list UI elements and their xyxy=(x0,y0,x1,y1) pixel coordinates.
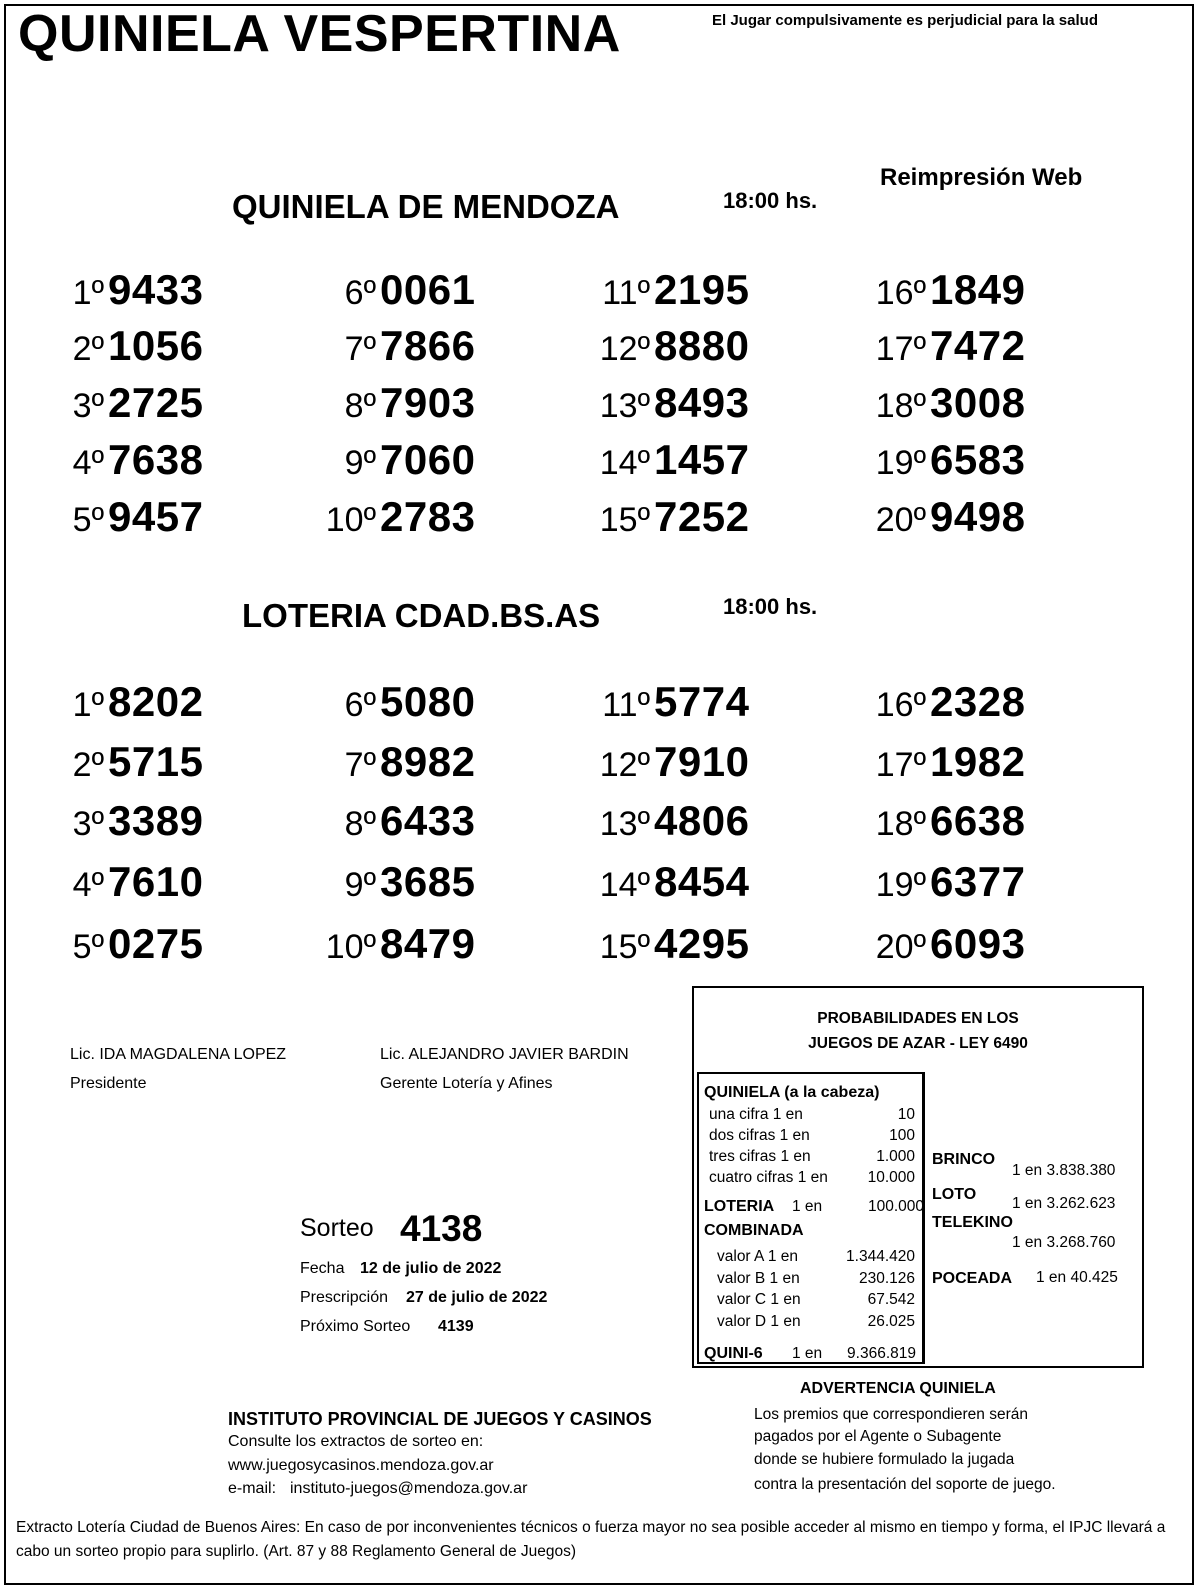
prize-position: 17º xyxy=(875,746,926,784)
probability-row-value: 100 xyxy=(889,1127,915,1144)
prize-entry xyxy=(580,858,749,906)
prize-position: 18º xyxy=(875,805,926,843)
quiniela-heading: QUINIELA (a la cabeza) xyxy=(704,1084,880,1101)
loteria-value: 100.000 xyxy=(867,1198,924,1215)
prize-position: 13º xyxy=(599,387,650,425)
prize-number: 8454 xyxy=(654,858,750,905)
combinada-label: COMBINADA xyxy=(704,1222,804,1239)
signature-right-role: Gerente Lotería y Afines xyxy=(380,1075,553,1092)
proximo-sorteo-label: Próximo Sorteo xyxy=(300,1318,411,1335)
prize-entry xyxy=(34,797,203,845)
prize-number: 4806 xyxy=(654,797,750,844)
prize-number: 4295 xyxy=(654,920,750,967)
prize-entry xyxy=(306,858,475,906)
prize-number: 7903 xyxy=(380,379,476,426)
prize-number: 6583 xyxy=(930,436,1026,483)
loto-label: LOTO xyxy=(932,1186,977,1203)
prize-entry xyxy=(580,920,749,968)
prize-position: 4º xyxy=(72,866,104,904)
prize-position: 19º xyxy=(875,444,926,482)
probability-row-label: valor C 1 en xyxy=(717,1291,801,1308)
prize-position: 7º xyxy=(344,746,376,784)
probabilities-title-line2: JUEGOS DE AZAR - LEY 6490 xyxy=(808,1035,1028,1052)
prize-number: 1056 xyxy=(108,322,204,369)
prize-entry xyxy=(306,797,475,845)
prize-entry xyxy=(306,322,475,370)
prize-number: 1457 xyxy=(654,436,750,483)
prize-entry xyxy=(306,920,475,968)
loto-value: 1 en 3.262.623 xyxy=(1012,1195,1116,1212)
prize-entry xyxy=(306,678,475,726)
probability-row-value: 26.025 xyxy=(867,1312,915,1330)
prize-number: 8493 xyxy=(654,379,750,426)
prize-entry xyxy=(580,322,749,370)
prize-position: 9º xyxy=(344,866,376,904)
prize-position: 1º xyxy=(72,274,104,312)
prize-number: 6638 xyxy=(930,797,1026,844)
prize-position: 18º xyxy=(875,387,926,425)
prize-position: 9º xyxy=(344,444,376,482)
prize-number: 7060 xyxy=(380,436,476,483)
probability-row-value: 10 xyxy=(897,1106,915,1123)
prize-number: 7910 xyxy=(654,738,750,785)
prize-number: 0061 xyxy=(380,266,476,313)
prize-position: 14º xyxy=(599,444,650,482)
prize-entry xyxy=(856,920,1025,968)
prize-number: 7472 xyxy=(930,322,1026,369)
prize-number: 1849 xyxy=(930,266,1026,313)
prize-position: 6º xyxy=(344,686,376,724)
prize-position: 11º xyxy=(602,274,650,312)
prize-position: 15º xyxy=(599,928,650,966)
prize-position: 19º xyxy=(875,866,926,904)
prize-number: 3008 xyxy=(930,379,1026,426)
probability-row-label: valor B 1 en xyxy=(717,1269,800,1287)
prize-number: 5715 xyxy=(108,738,204,785)
prize-number: 6433 xyxy=(380,797,476,844)
fecha-value: 12 de julio de 2022 xyxy=(360,1260,502,1277)
prize-entry xyxy=(580,797,749,845)
reprint-label: Reimpresión Web xyxy=(880,164,1083,191)
prize-number: 5774 xyxy=(654,678,750,725)
prize-entry xyxy=(580,493,749,541)
prize-entry xyxy=(856,266,1025,314)
advertencia-line: contra la presentación del soporte de juego. xyxy=(754,1476,1056,1493)
prize-entry xyxy=(34,493,203,541)
prize-entry xyxy=(34,678,203,726)
quini6-en: 1 en xyxy=(792,1345,823,1362)
quini6-label: QUINI-6 xyxy=(704,1345,763,1362)
mendoza-section-time: 18:00 hs. xyxy=(723,188,818,213)
prize-number: 8479 xyxy=(380,920,476,967)
probability-row-value: 1.000 xyxy=(876,1148,915,1165)
prize-position: 5º xyxy=(72,928,104,966)
prize-number: 1982 xyxy=(930,738,1026,785)
prize-position: 20º xyxy=(875,928,926,966)
prize-position: 10º xyxy=(325,928,376,966)
prize-entry xyxy=(580,738,749,786)
prescripcion-value: 27 de julio de 2022 xyxy=(406,1289,548,1306)
institute-name: INSTITUTO PROVINCIAL DE JUEGOS Y CASINOS xyxy=(228,1409,652,1429)
prize-position: 7º xyxy=(344,330,376,368)
prize-entry xyxy=(34,379,203,427)
signature-right-name: Lic. ALEJANDRO JAVIER BARDIN xyxy=(380,1046,629,1063)
probabilities-title-line1: PROBABILIDADES EN LOS xyxy=(817,1010,1019,1027)
quini6-value: 9.366.819 xyxy=(847,1345,916,1362)
telekino-label: TELEKINO xyxy=(932,1214,1013,1231)
prize-number: 7866 xyxy=(380,322,476,369)
prize-entry xyxy=(306,436,475,484)
prize-entry xyxy=(34,920,203,968)
prize-position: 10º xyxy=(325,501,376,539)
prize-entry xyxy=(580,678,749,726)
health-warning: El Jugar compulsivamente es perjudicial para la salud xyxy=(712,12,1098,29)
prize-position: 4º xyxy=(72,444,104,482)
prize-number: 3389 xyxy=(108,797,204,844)
bsas-section-title: LOTERIA CDAD.BS.AS xyxy=(242,597,601,634)
probability-row-value: 1.344.420 xyxy=(846,1248,915,1265)
probability-row-value: 230.126 xyxy=(858,1269,915,1287)
prize-number: 2725 xyxy=(108,379,204,426)
prize-position: 17º xyxy=(875,330,926,368)
probability-row-label: tres cifras 1 en xyxy=(709,1148,811,1165)
prize-number: 9498 xyxy=(930,493,1026,540)
poceada-label: POCEADA xyxy=(932,1270,1013,1287)
institute-website-link[interactable]: www.juegosycasinos.mendoza.gov.ar xyxy=(228,1457,494,1474)
prize-number: 2328 xyxy=(930,678,1026,725)
prize-entry xyxy=(856,322,1025,370)
probability-row-label: valor A 1 en xyxy=(717,1248,799,1265)
prize-entry xyxy=(856,738,1025,786)
prize-entry xyxy=(856,493,1025,541)
institute-consult: Consulte los extractos de sorteo en: xyxy=(228,1433,484,1450)
prize-number: 7610 xyxy=(108,858,204,905)
prize-number: 8880 xyxy=(654,322,750,369)
advertencia-line: donde se hubiere formulado la jugada xyxy=(754,1451,1015,1468)
prize-position: 3º xyxy=(72,805,104,843)
prize-position: 13º xyxy=(599,805,650,843)
prize-number: 3685 xyxy=(380,858,476,905)
bsas-section-time: 18:00 hs. xyxy=(723,594,818,619)
prize-entry xyxy=(306,493,475,541)
advertencia-title: ADVERTENCIA QUINIELA xyxy=(800,1380,996,1397)
prize-entry xyxy=(580,379,749,427)
prize-entry xyxy=(34,322,203,370)
prize-entry xyxy=(580,436,749,484)
prize-position: 6º xyxy=(344,274,376,312)
prize-entry xyxy=(34,738,203,786)
prize-number: 6093 xyxy=(930,920,1026,967)
prize-position: 20º xyxy=(875,501,926,539)
prize-number: 2195 xyxy=(654,266,750,313)
probability-row-value: 67.542 xyxy=(867,1291,915,1308)
prize-position: 2º xyxy=(72,330,104,368)
prize-position: 16º xyxy=(875,686,926,724)
prize-entry xyxy=(856,858,1025,906)
prize-number: 5080 xyxy=(380,678,476,725)
probability-row-label: dos cifras 1 en xyxy=(709,1127,810,1144)
prize-number: 7638 xyxy=(108,436,204,483)
page-title: QUINIELA VESPERTINA xyxy=(18,5,621,63)
prize-number: 2783 xyxy=(380,493,476,540)
prize-entry xyxy=(306,379,475,427)
prize-number: 9433 xyxy=(108,266,204,313)
prize-number: 8982 xyxy=(380,738,476,785)
prize-position: 14º xyxy=(599,866,650,904)
probabilities-divider xyxy=(922,1072,925,1364)
prize-position: 8º xyxy=(344,387,376,425)
telekino-value: 1 en 3.268.760 xyxy=(1012,1234,1116,1251)
prize-position: 11º xyxy=(602,686,650,724)
prize-position: 5º xyxy=(72,501,104,539)
prize-position: 12º xyxy=(599,330,650,368)
footer-note: Extracto Lotería Ciudad de Buenos Aires: En caso de por inconvenientes técnicos o fuerza mayor no sea posible acceder al mismo en tiempo y forma, el IPJC llevará a cabo un sorteo propio para suplirlo. (Art. 87 y 88 Reglamento General de Juegos) xyxy=(16,1519,1166,1560)
prize-number: 0275 xyxy=(108,920,204,967)
prescripcion-label: Prescripción xyxy=(300,1289,389,1306)
brinco-label: BRINCO xyxy=(932,1151,996,1168)
probability-row-label: valor D 1 en xyxy=(717,1312,801,1330)
advertencia-line: pagados por el Agente o Subagente xyxy=(754,1428,1002,1445)
prize-position: 16º xyxy=(875,274,926,312)
institute-email-label: e-mail: xyxy=(228,1480,277,1497)
institute-email-link[interactable]: instituto-juegos@mendoza.gov.ar xyxy=(290,1480,528,1497)
loteria-en: 1 en xyxy=(792,1198,823,1215)
prize-number: 9457 xyxy=(108,493,204,540)
sorteo-label: Sorteo xyxy=(300,1214,374,1242)
probability-row-label: cuatro cifras 1 en xyxy=(709,1169,828,1186)
prize-position: 3º xyxy=(72,387,104,425)
prize-entry xyxy=(856,379,1025,427)
prize-number: 7252 xyxy=(654,493,750,540)
prize-entry xyxy=(856,797,1025,845)
prize-entry xyxy=(34,266,203,314)
prize-entry xyxy=(34,858,203,906)
poceada-value: 1 en 40.425 xyxy=(1036,1269,1118,1286)
probability-row-label: una cifra 1 en xyxy=(709,1106,803,1123)
proximo-sorteo-value: 4139 xyxy=(438,1318,474,1335)
prize-entry xyxy=(856,678,1025,726)
prize-entry xyxy=(580,266,749,314)
sorteo-number: 4138 xyxy=(400,1208,483,1249)
prize-entry xyxy=(306,266,475,314)
probability-row-value: 10.000 xyxy=(867,1169,915,1186)
prize-position: 1º xyxy=(72,686,104,724)
prize-number: 8202 xyxy=(108,678,204,725)
prize-position: 15º xyxy=(599,501,650,539)
fecha-label: Fecha xyxy=(300,1260,345,1277)
prize-entry xyxy=(34,436,203,484)
brinco-value: 1 en 3.838.380 xyxy=(1012,1162,1116,1179)
loteria-label: LOTERIA xyxy=(704,1198,775,1215)
signature-left-role: Presidente xyxy=(70,1075,147,1092)
signature-left-name: Lic. IDA MAGDALENA LOPEZ xyxy=(70,1046,287,1063)
mendoza-section-title: QUINIELA DE MENDOZA xyxy=(232,188,620,225)
prize-position: 12º xyxy=(599,746,650,784)
prize-entry xyxy=(856,436,1025,484)
advertencia-line: Los premios que correspondieren serán xyxy=(754,1406,1028,1423)
prize-position: 2º xyxy=(72,746,104,784)
prize-number: 6377 xyxy=(930,858,1026,905)
prize-entry xyxy=(306,738,475,786)
prize-position: 8º xyxy=(344,805,376,843)
